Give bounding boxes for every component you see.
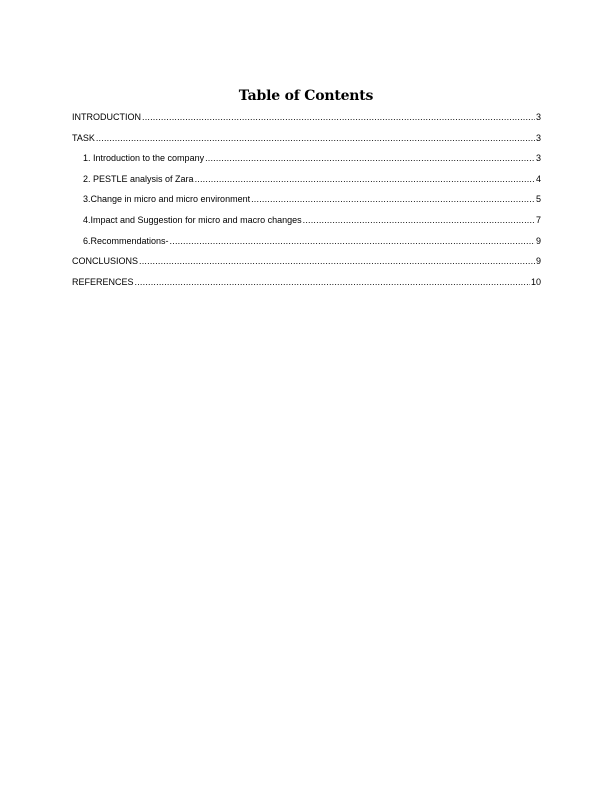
dot-leader: [251, 194, 535, 204]
dot-leader: [195, 174, 535, 184]
toc-entry-label: 6.Recommendations-: [83, 235, 169, 246]
toc-entry-page: 3: [535, 153, 541, 164]
toc-entry-page: 9: [535, 235, 541, 246]
dot-leader: [205, 153, 535, 163]
toc-title: Table of Contents: [238, 88, 374, 104]
dot-leader: [303, 215, 535, 225]
toc-entry-page: 3: [535, 112, 541, 122]
dot-leader: [170, 236, 535, 246]
toc-entry-page: 7: [535, 214, 541, 225]
toc-entry-impact-and-suggestion[interactable]: [72, 215, 541, 236]
toc-entry-label: 4.Impact and Suggestion for micro and macro changes: [83, 214, 302, 225]
toc-list: [72, 112, 541, 297]
toc-entry-label: 3.Change in micro and micro environment: [83, 194, 251, 205]
toc-entry-references[interactable]: [72, 277, 541, 298]
toc-entry-recommendations[interactable]: [72, 236, 541, 257]
toc-entry-page: 9: [535, 256, 541, 267]
toc-entry-label: TASK: [72, 132, 95, 143]
toc-entry-page: 3: [535, 132, 541, 143]
toc-entry-change-in-environment[interactable]: [72, 194, 541, 215]
dot-leader: [96, 133, 535, 143]
toc-entry-task[interactable]: [72, 133, 541, 154]
toc-entry-conclusions[interactable]: [72, 256, 541, 277]
toc-entry-page: 4: [535, 173, 541, 184]
dot-leader: [139, 256, 535, 266]
toc-entry-label: CONCLUSIONS: [72, 256, 139, 267]
toc-entry-label: REFERENCES: [72, 276, 134, 287]
toc-entry-introduction-to-company[interactable]: [72, 153, 541, 174]
toc-entry-label: 1. Introduction to the company: [83, 153, 205, 164]
toc-entry-introduction[interactable]: [72, 112, 541, 133]
toc-entry-label: 2. PESTLE analysis of Zara: [83, 173, 194, 184]
toc-entry-page: 10: [530, 276, 541, 287]
toc-entry-page: 5: [535, 194, 541, 205]
toc-entry-label: INTRODUCTION: [72, 112, 141, 122]
dot-leader: [135, 277, 530, 287]
toc-entry-pestle-analysis[interactable]: [72, 174, 541, 195]
dot-leader: [142, 112, 535, 122]
